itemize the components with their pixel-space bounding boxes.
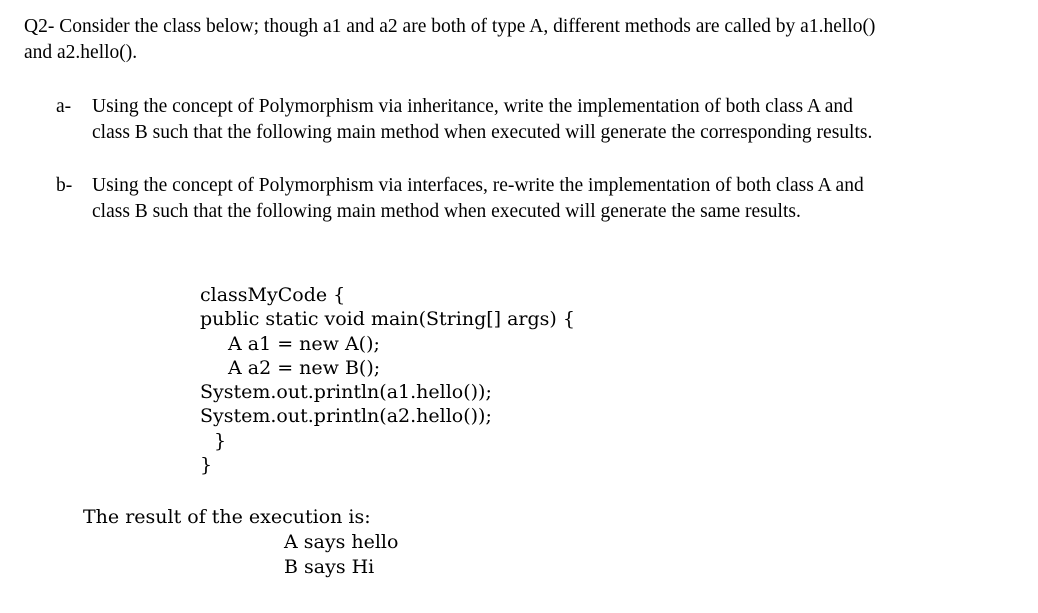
code-block <box>200 283 575 477</box>
question-text <box>24 14 1024 66</box>
part-b-text <box>92 173 1016 225</box>
result-label: The result of the execution is: <box>83 506 371 528</box>
part-a-line-1: Using the concept of Polymorphism via inheritance, write the implementation of both class A and <box>92 96 853 117</box>
code-line: System.out.println(a1.hello()); <box>200 381 492 404</box>
part-b-line-2: class B such that the following main method when executed will generate the same results. <box>92 201 801 222</box>
part-a <box>56 94 1016 146</box>
part-b <box>56 173 1016 225</box>
code-line: } <box>214 429 227 452</box>
part-a-marker: a- <box>56 96 72 117</box>
code-line: A a1 = new A(); <box>228 332 380 355</box>
part-b-line-1: Using the concept of Polymorphism via interfaces, re-write the implementation of both class A and <box>92 175 864 196</box>
code-line: classMyCode { <box>200 284 346 306</box>
part-a-text <box>92 94 1016 146</box>
code-line: A a2 = new B(); <box>228 356 381 379</box>
code-line: } <box>200 454 213 477</box>
question-line-2: and a2.hello(). <box>24 42 138 63</box>
part-a-line-2: class B such that the following main method when executed will generate the corresponding results. <box>92 122 873 143</box>
result-output <box>284 530 398 580</box>
result-line: A says hello <box>284 531 399 553</box>
result-line: B says Hi <box>284 556 375 578</box>
part-b-marker: b- <box>56 175 73 196</box>
code-line: System.out.println(a2.hello()); <box>200 405 492 428</box>
code-line: public static void main(String[] args) { <box>200 308 575 331</box>
question-line-1: Q2- Consider the class below; though a1 and a2 are both of type A, different methods are called by a1.hello() <box>24 16 876 37</box>
